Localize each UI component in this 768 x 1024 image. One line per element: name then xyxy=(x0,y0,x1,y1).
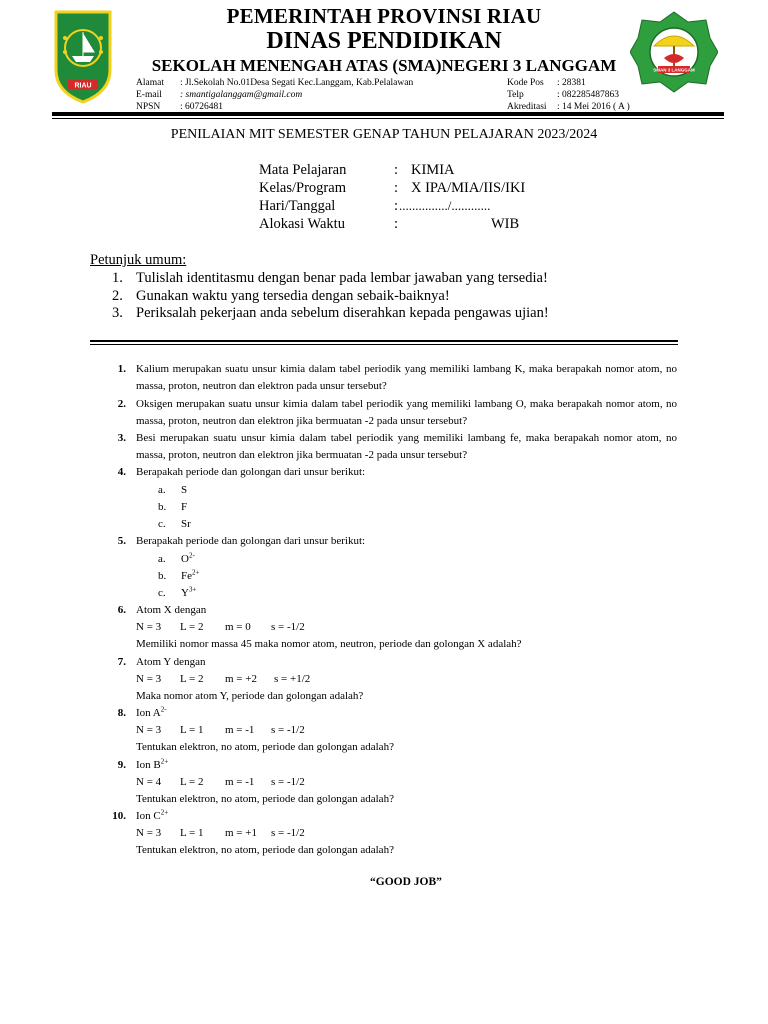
option-letter: c. xyxy=(158,587,166,599)
phone-label: Telp xyxy=(507,90,524,100)
question-lead: Ion $A^{2-}$ xyxy=(136,705,167,719)
option-letter: c. xyxy=(158,518,166,530)
quantum-s: s = -1/2 xyxy=(271,621,305,633)
postcode-label: Kode Pos xyxy=(507,78,544,88)
quantum-l: L = 2 xyxy=(180,673,204,685)
option-letter: a. xyxy=(158,553,166,565)
accreditation-value: : 14 Mei 2016 ( A ) xyxy=(557,102,630,112)
meta-colon: : xyxy=(394,180,399,196)
quantum-n: N = 3 xyxy=(136,673,162,685)
instruction-number: 1. xyxy=(112,270,123,286)
accreditation-label: Akreditasi xyxy=(507,102,547,112)
option-text: F xyxy=(181,501,188,513)
meta-value-subject: KIMIA xyxy=(411,162,455,178)
option-ion: $Fe^{2+}$ xyxy=(181,568,200,582)
question-ask: Tentukan elektron, no atom, periode dan golongan adalah? xyxy=(136,844,394,856)
quantum-s: s = -1/2 xyxy=(271,827,305,839)
government-title: PEMERINTAH PROVINSI RIAU xyxy=(226,4,542,28)
quantum-s: s = -1/2 xyxy=(271,724,305,736)
question-lead: Ion $C^{2+}$ xyxy=(136,808,169,822)
option-ion: $Y^{3+}$ xyxy=(181,585,197,599)
postcode-value: : 28381 xyxy=(557,78,586,88)
question-ask: Tentukan elektron, no atom, periode dan golongan adalah? xyxy=(136,741,394,753)
question-number: 3. xyxy=(117,432,126,444)
option-ion: $O^{2-}$ xyxy=(181,551,195,565)
quantum-l: L = 2 xyxy=(180,776,204,788)
question-text: Besi merupakan suatu unsur kimia dalam tabel periodik yang memiliki lambang fe, maka berapakah nomor atom, no massa, proton, neutron dan elektron jika bermuatan -2 pada unsur tersebut? xyxy=(136,432,677,461)
option-letter: b. xyxy=(158,570,167,582)
question-text: Berapakah periode dan golongan dari unsur berikut: xyxy=(136,535,366,547)
question-lead: Atom X dengan xyxy=(136,604,207,616)
meta-colon: : xyxy=(394,198,399,214)
question-number: 5. xyxy=(117,535,126,547)
instructions-heading: Petunjuk umum: xyxy=(90,252,187,268)
question-text: Oksigen merupakan suatu unsur kimia dalam tabel periodik yang memiliki lambang O, maka berapakah nomor atom, no massa, proton, neutron dan elektron jika bermuatan -2 pada unsur tersebut? xyxy=(136,398,677,427)
meta-value-class: X IPA/MIA/IIS/IKI xyxy=(411,180,526,196)
quantum-m: m = -1 xyxy=(225,776,255,788)
question-number: 4. xyxy=(117,466,126,478)
question-ask: Tentukan elektron, no atom, periode dan golongan adalah? xyxy=(136,793,394,805)
meta-value-time: WIB xyxy=(491,216,520,232)
email-value: : smantigalanggam@gmail.com xyxy=(180,90,303,100)
question-ask: Memiliki nomor massa 45 maka nomor atom, neutron, periode dan golongan X adalah? xyxy=(136,638,522,650)
instruction-text: Tulislah identitasmu dengan benar pada lembar jawaban yang tersedia! xyxy=(136,270,548,286)
quantum-s: s = -1/2 xyxy=(271,776,305,788)
quantum-n: N = 3 xyxy=(136,724,162,736)
school-name: SEKOLAH MENENGAH ATAS (SMA)NEGERI 3 LANGGAM xyxy=(151,56,617,75)
question-ask: Maka nomor atom Y, periode dan golongan adalah? xyxy=(136,690,364,702)
question-text: Berapakah periode dan golongan dari unsur berikut: xyxy=(136,466,366,478)
meta-label-date: Hari/Tanggal xyxy=(259,198,336,214)
svg-text:SMAN 3 LANGGAM: SMAN 3 LANGGAM xyxy=(653,67,695,73)
option-letter: a. xyxy=(158,484,166,496)
instruction-number: 3. xyxy=(112,305,123,321)
department-title: DINAS PENDIDIKAN xyxy=(266,28,502,54)
question-number: 2. xyxy=(117,398,126,410)
meta-colon: : xyxy=(394,216,399,232)
quantum-s: s = +1/2 xyxy=(274,673,311,685)
exam-title: PENILAIAN MIT SEMESTER GENAP TAHUN PELAJARAN 2023/2024 xyxy=(170,127,598,142)
quantum-m: m = 0 xyxy=(225,621,251,633)
quantum-m: m = +2 xyxy=(225,673,257,685)
quantum-n: N = 3 xyxy=(136,621,162,633)
quantum-n: N = 3 xyxy=(136,827,162,839)
meta-label-subject: Mata Pelajaran xyxy=(259,162,347,178)
quantum-m: m = +1 xyxy=(225,827,257,839)
question-number: 10. xyxy=(112,810,126,822)
email-label: E-mail xyxy=(136,90,162,100)
svg-text:RIAU: RIAU xyxy=(74,82,92,90)
instruction-number: 2. xyxy=(112,288,123,304)
question-number: 8. xyxy=(117,707,126,719)
meta-value-date: .............../............ xyxy=(399,198,491,213)
quantum-l: L = 2 xyxy=(180,621,204,633)
quantum-l: L = 1 xyxy=(180,827,204,839)
meta-colon: : xyxy=(394,162,399,178)
npsn-value: : 60726481 xyxy=(180,102,224,112)
closing-text: “GOOD JOB” xyxy=(370,876,442,888)
instruction-text: Gunakan waktu yang tersedia dengan sebaik-baiknya! xyxy=(136,288,450,304)
question-number: 7. xyxy=(117,656,126,668)
quantum-m: m = -1 xyxy=(225,724,255,736)
address-value: : Jl.Sekolah No.01Desa Segati Kec.Langgam, Kab.Pelalawan xyxy=(180,78,414,88)
option-text: S xyxy=(181,484,188,496)
address-label: Alamat xyxy=(136,78,164,88)
phone-value: : 082285487863 xyxy=(557,90,620,100)
instruction-text: Periksalah pekerjaan anda sebelum diserahkan kepada pengawas ujian! xyxy=(136,305,549,321)
question-text: Kalium merupakan suatu unsur kimia dalam tabel periodik yang memiliki lambang K, maka berapakah nomor atom, no massa, proton, neutron dan elektron pada unsur tersebut? xyxy=(136,363,677,392)
question-number: 6. xyxy=(117,604,126,616)
npsn-label: NPSN xyxy=(136,102,161,112)
meta-label-time: Alokasi Waktu xyxy=(259,216,345,232)
question-lead: Atom Y dengan xyxy=(136,656,206,668)
question-number: 9. xyxy=(117,759,126,771)
question-lead: Ion $B^{2+}$ xyxy=(136,757,169,771)
quantum-l: L = 1 xyxy=(180,724,204,736)
option-text: Sr xyxy=(181,518,191,530)
meta-label-class: Kelas/Program xyxy=(259,180,346,196)
question-number: 1. xyxy=(117,363,126,375)
option-letter: b. xyxy=(158,501,167,513)
quantum-n: N = 4 xyxy=(136,776,162,788)
